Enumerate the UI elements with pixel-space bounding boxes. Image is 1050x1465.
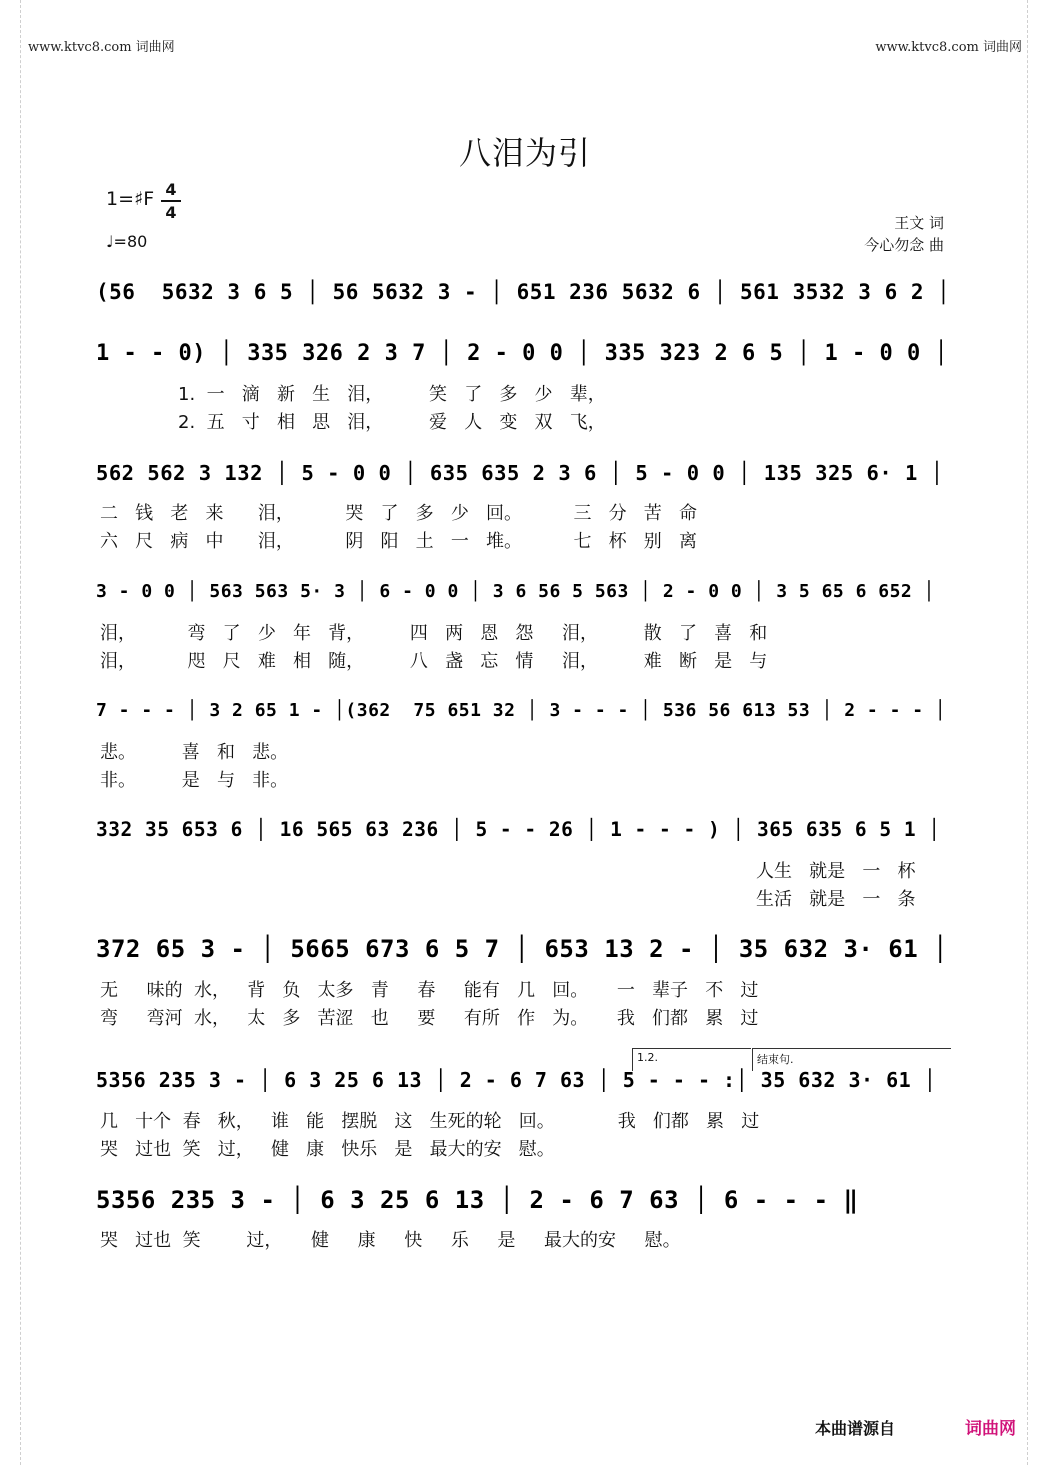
lyric-text: 泪， 咫 尺 难 相 随， 八 盏 忘 情 泪， 难 断 是 与: [100, 651, 768, 672]
notation-row-4: [96, 572, 954, 612]
lyricist: 王文 词: [894, 214, 944, 232]
notation-row-2: [96, 334, 954, 374]
watermark-left: www.ktvc8.com 词曲网: [28, 40, 175, 55]
watermark-right: www.ktvc8.com 词曲网: [875, 40, 1022, 55]
volta-second-ending: 结束句.: [752, 1048, 951, 1071]
lyric-text: 无 味的 水， 背 负 太多 青 春 能有 几 回。 一 辈子 不 过: [100, 980, 759, 1001]
notation-row-5: [96, 691, 954, 731]
lyric-text: 六 尺 病 中 泪， 阴 阳 土 一 堆。 七 杯 别 离: [100, 531, 697, 552]
time-sig-top: 4: [165, 180, 177, 199]
left-margin-strip: [0, 0, 21, 1465]
notation-row-1: [96, 272, 954, 312]
lyric-text: 1. 一 滴 新 生 泪， 笑 了 多 少 辈，: [178, 384, 606, 405]
notation-row-7: [96, 929, 954, 969]
lyric-text: 泪， 弯 了 少 年 背， 四 两 恩 怨 泪， 散 了 喜 和: [100, 623, 768, 644]
notation-row-3: [96, 453, 954, 493]
notation-row-8: [96, 1060, 954, 1100]
footer-source-label: 本曲谱源自: [815, 1419, 896, 1438]
tempo-marking: ♩=80: [106, 232, 148, 251]
notation-text: (56 5632 3 6 5 │ 56 5632 3 - │ 651 236 5632 6 │ 561 3532 3 6 2 │: [96, 280, 951, 304]
notation-text: 562 562 3 132 │ 5 - 0 0 │ 635 635 2 3 6 │ 5 - 0 0 │ 135 325 6· 1 │: [96, 461, 944, 485]
lyric-text: 哭 过也 笑 过， 健 康 快乐 是 最大的安 慰。: [100, 1139, 555, 1160]
notation-text: 5356 235 3 - │ 6 3 25 6 13 │ 2 - 6 7 63 │ 5 - - - :│ 35 632 3· 61 │: [96, 1068, 937, 1092]
lyric-text: 2. 五 寸 相 思 泪， 爱 人 变 双 飞，: [178, 412, 606, 433]
song-title: 八泪为引: [458, 134, 591, 172]
notation-row-6: [96, 810, 954, 850]
lyric-text: 非。 是 与 非。: [100, 770, 289, 791]
notation-row-9: [96, 1180, 954, 1220]
notation-text: 1 - - 0) │ 335 326 2 3 7 │ 2 - 0 0 │ 335 323 2 6 5 │ 1 - 0 0 │: [96, 341, 949, 366]
notation-text: 372 65 3 - │ 5665 673 6 5 7 │ 653 13 2 - │ 35 632 3· 61 │: [96, 935, 949, 963]
credits: [864, 212, 944, 256]
notation-text: 332 35 653 6 │ 16 565 63 236 │ 5 - - 26 │ 1 - - - ) │ 365 635 6 5 1 │: [96, 818, 941, 841]
notation-text: 3 - 0 0 │ 563 563 5· 3 │ 6 - 0 0 │ 3 6 56 5 563 │ 2 - 0 0 │ 3 5 65 6 652 │: [96, 581, 935, 602]
lyric-text: 弯 弯河 水， 太 多 苦涩 也 要 有所 作 为。 我 们都 累 过: [100, 1008, 759, 1029]
time-signature: [161, 180, 181, 222]
notation-text: 5356 235 3 - │ 6 3 25 6 13 │ 2 - 6 7 63 │ 6 - - - ‖: [96, 1186, 859, 1214]
right-margin-strip: [1027, 0, 1050, 1465]
composer: 今心勿念 曲: [864, 236, 944, 254]
notation-text: 7 - - - │ 3 2 65 1 - │(362 75 651 32 │ 3 - - - │ 536 56 613 53 │ 2 - - - │: [96, 700, 947, 721]
lyric-text: 二 钱 老 来 泪， 哭 了 多 少 回。 三 分 苦 命: [100, 503, 697, 524]
lyric-text: 几 十个 春 秋， 谁 能 摆脱 这 生死的轮 回。 我 们都 累 过: [100, 1111, 760, 1132]
lyric-text: 悲。 喜 和 悲。: [100, 742, 289, 763]
lyric-text: 人生 就是 一 杯: [756, 861, 916, 882]
key-signature: 1=♯F: [106, 188, 155, 210]
footer-site-link[interactable]: 词曲网: [965, 1419, 1016, 1439]
time-sig-bottom: 4: [165, 203, 177, 222]
volta-first-ending: 1.2.: [632, 1048, 751, 1071]
lyric-text: 哭 过也 笑 过， 健 康 快 乐 是 最大的安 慰。: [100, 1230, 681, 1251]
lyric-text: 生活 就是 一 条: [756, 889, 916, 910]
